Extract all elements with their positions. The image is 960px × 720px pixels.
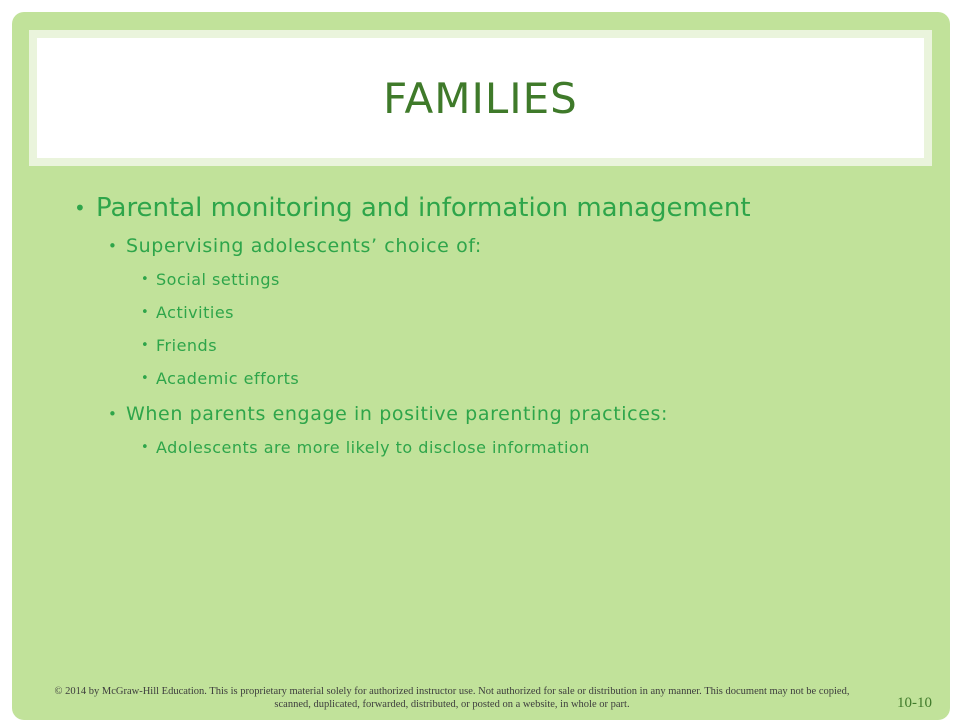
page-number: 10-10 [897, 695, 932, 711]
title-box [29, 30, 932, 166]
bullet-friends: • Friends [72, 334, 932, 358]
slide [12, 12, 950, 720]
bullet-activities: • Activities [72, 301, 932, 325]
bullet-academic-efforts: • Academic efforts [72, 367, 932, 391]
bullet-main: • Parental monitoring and information management [72, 188, 932, 228]
slide-title: FAMILIES [383, 73, 578, 123]
bullet-list [72, 188, 932, 469]
bullet-positive-parenting: • When parents engage in positive parenting practices: [72, 400, 932, 428]
bullet-disclose-information: • Adolescents are more likely to disclose information [72, 436, 932, 460]
copyright-footer: © 2014 by McGraw-Hill Education. This is proprietary material solely for authorized instructor use. Not authorized for sale or distribution in any manner. This document may not be copied, scanned, duplicated, forwarded, distributed, or posted on a website, in whole or part. [54, 686, 850, 710]
bullet-supervising: • Supervising adolescents’ choice of: [72, 232, 932, 260]
bullet-social-settings: • Social settings [72, 268, 932, 292]
